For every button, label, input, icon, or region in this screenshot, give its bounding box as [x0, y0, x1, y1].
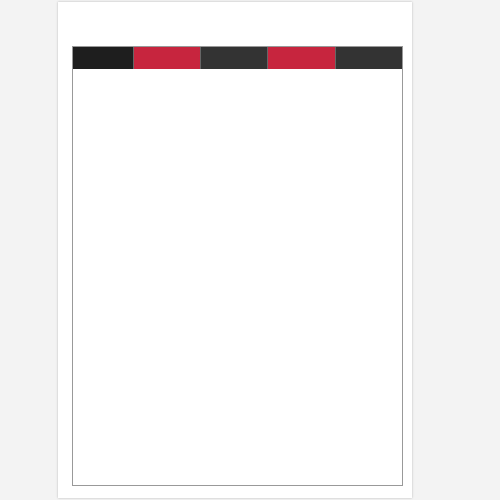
table-header-row — [73, 47, 402, 69]
document-page — [58, 2, 412, 498]
sound-innovations-logo — [73, 47, 133, 69]
level-3-header — [267, 47, 334, 69]
level-4-header — [335, 47, 402, 69]
level-1-header — [133, 47, 200, 69]
band-skills-table — [72, 46, 403, 486]
level-2-header — [200, 47, 267, 69]
